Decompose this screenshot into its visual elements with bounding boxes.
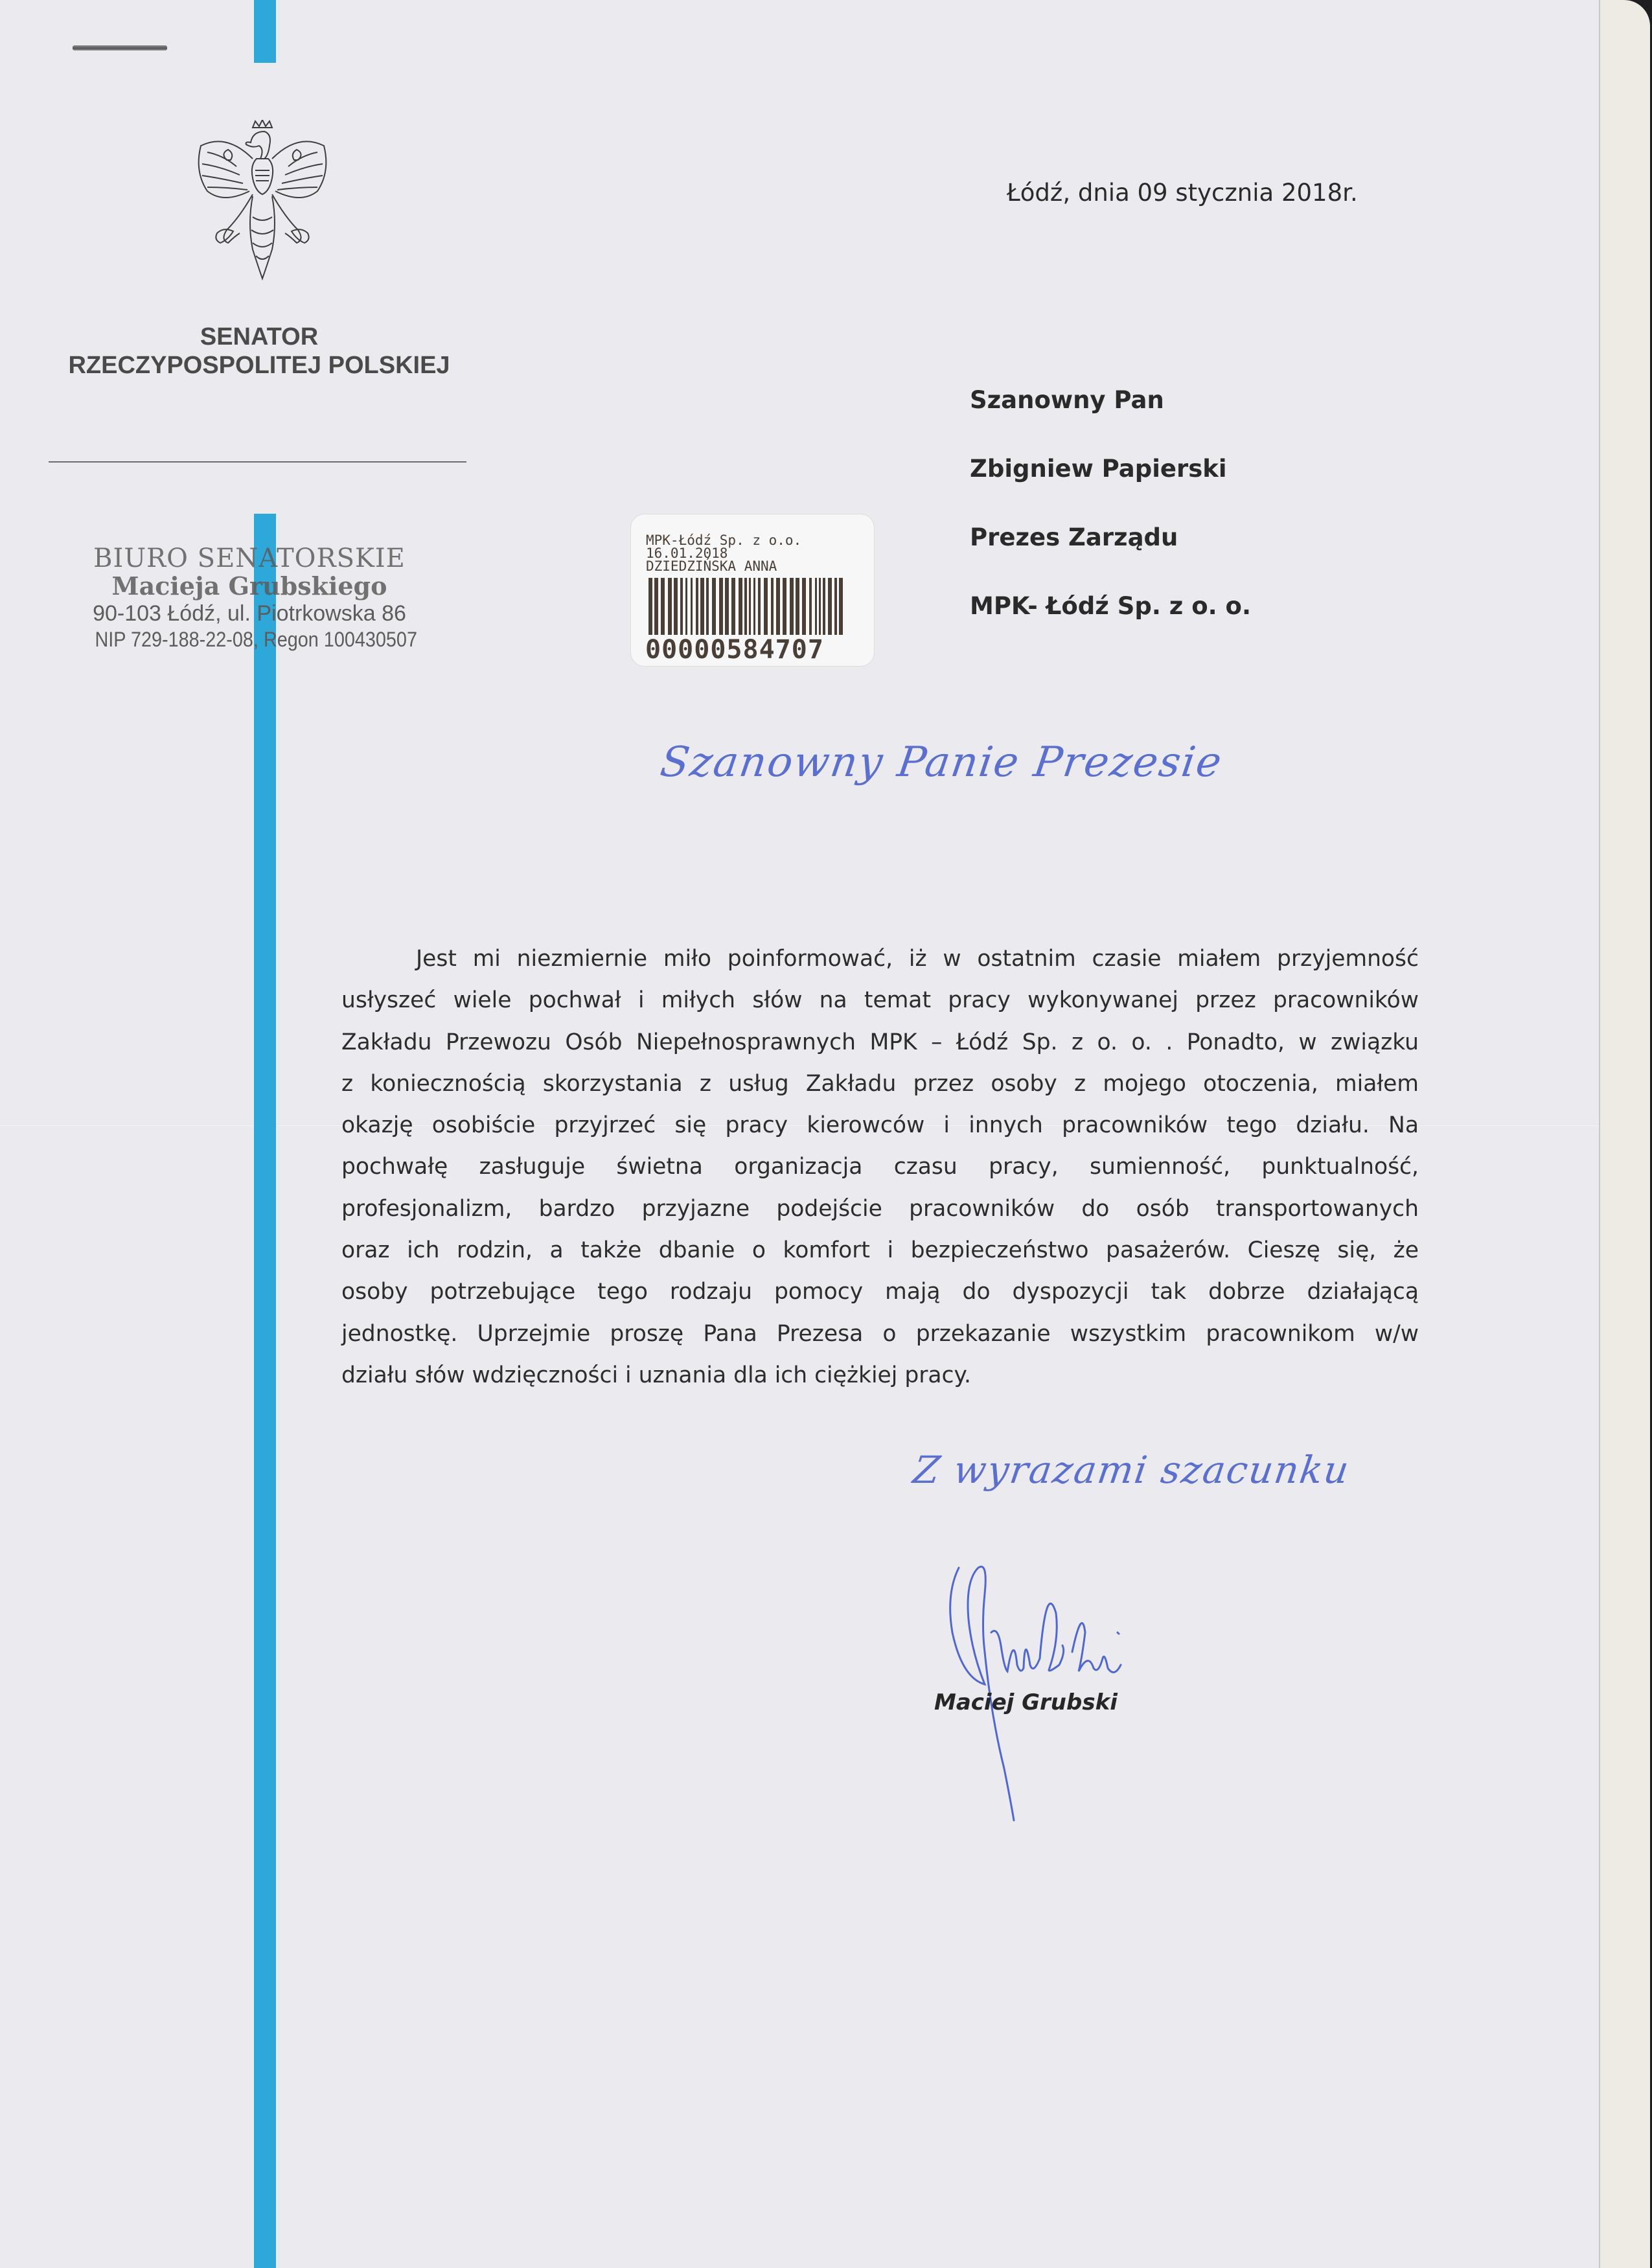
body-line: usłyszeć wiele pochwał i miłych słów na temat pracy wykonywanej przez pracowników xyxy=(341,987,1419,1014)
barcode-bar xyxy=(783,578,786,635)
accent-stripe-main xyxy=(254,514,276,2268)
staple-icon xyxy=(73,45,167,51)
body-line: osoby potrzebujące tego rodzaju pomocy mają do dyspozycji tak dobrze działającą xyxy=(341,1279,1419,1305)
barcode-bar xyxy=(823,578,825,635)
barcode-bar xyxy=(685,578,687,635)
body-line: pochwałę zasługuje świetna organizacja czasu pracy, sumienność, punktualność, xyxy=(341,1154,1419,1180)
barcode-bar xyxy=(819,578,821,635)
label-date: 16.01.2018 xyxy=(646,545,728,561)
barcode-bar xyxy=(834,578,837,635)
barcode-bar xyxy=(753,578,755,635)
barcode-bar xyxy=(802,578,806,635)
barcode-bar xyxy=(771,578,774,635)
stamp-line-tax-ids: NIP 729-188-22-08, Regon 100430507 xyxy=(95,628,417,651)
label-company: MPK-Łódź Sp. z o.o. xyxy=(646,533,802,548)
barcode-bar xyxy=(696,578,698,635)
body-line: Zakładu Przewozu Osób Niepełnosprawnych MPK – Łódź Sp. z o. o. . Ponadto, w związku xyxy=(341,1029,1419,1055)
barcode-bar xyxy=(668,578,672,635)
barcode-bar xyxy=(700,578,704,635)
signer-printed-name: Maciej Grubski xyxy=(934,1690,1118,1715)
barcode-bar xyxy=(731,578,735,635)
office-stamp xyxy=(78,544,421,652)
polish-eagle-icon xyxy=(188,120,337,282)
letter-date: Łódź, dnia 09 stycznia 2018r. xyxy=(1007,179,1358,207)
barcode-bar xyxy=(680,578,683,635)
handwritten-greeting: Szanowny Panie Prezesie xyxy=(657,739,1226,786)
barcode-bar xyxy=(796,578,799,635)
body-line: z koniecznością skorzystania z usług Zakładu przez osoby z mojego otoczenia, miałem xyxy=(341,1070,1419,1097)
barcode-bar xyxy=(744,578,747,635)
barcode-bar xyxy=(654,578,658,635)
barcode-bar xyxy=(712,578,716,635)
barcode-bar xyxy=(790,578,794,635)
addressee-name: Zbigniew Papierski xyxy=(970,455,1227,483)
barcode-bar xyxy=(739,578,742,635)
barcode-bar xyxy=(809,578,812,635)
letterhead-title: SENATOR xyxy=(200,323,319,350)
barcode-bar xyxy=(776,578,780,635)
barcode-bar xyxy=(815,578,817,635)
body-line: okazję osobiście przyjrzeć się pracy kierowców i innych pracowników tego działu. Na xyxy=(341,1112,1419,1139)
stamp-line-owner: Macieja Grubskiego xyxy=(111,571,387,601)
letter-body xyxy=(341,938,1419,1396)
barcode-bar xyxy=(719,578,723,635)
barcode-bar xyxy=(674,578,678,635)
barcode-icon xyxy=(647,578,848,635)
stamp-line-address: 90-103 Łódź, ul. Piotrkowska 86 xyxy=(93,601,406,626)
barcode-bar xyxy=(706,578,709,635)
body-line: oraz ich rodzin, a także dbanie o komfort i bezpieczeństwo pasażerów. Cieszę się, że xyxy=(341,1237,1419,1264)
barcode-bar xyxy=(749,578,751,635)
addressee-company: MPK- Łódź Sp. z o. o. xyxy=(970,592,1252,620)
barcode-bar xyxy=(764,578,768,635)
barcode-bar xyxy=(648,578,652,635)
body-line: działu słów wdzięczności i uznania dla ich ciężkiej pracy. xyxy=(341,1362,971,1388)
label-clerk: DZIEDZIŃSKA ANNA xyxy=(646,558,777,574)
barcode-bar xyxy=(725,578,729,635)
handwritten-closing: Z wyrazami szacunku xyxy=(910,1448,1353,1492)
header-divider xyxy=(49,461,466,463)
scanner-edge xyxy=(1599,0,1650,2268)
barcode-bar xyxy=(828,578,832,635)
addressee-position: Prezes Zarządu xyxy=(970,523,1178,551)
barcode-bar xyxy=(691,578,693,635)
barcode-bar xyxy=(839,578,843,635)
accent-stripe-top xyxy=(254,0,276,63)
barcode-bar xyxy=(758,578,761,635)
body-line: profesjonalizm, bardzo przyjazne podejście pracowników do osób transportowanych xyxy=(341,1195,1419,1222)
barcode-number: 00000584707 xyxy=(645,635,824,665)
receipt-barcode-label xyxy=(630,514,875,667)
addressee-salutation: Szanowny Pan xyxy=(970,386,1164,414)
body-line: jednostkę. Uprzejmie proszę Pana Prezesa o przekazanie wszystkim pracownikom w/w xyxy=(341,1320,1419,1347)
body-line: Jest mi niezmiernie miło poinformować, iż w ostatnim czasie miałem przyjemność xyxy=(416,946,1419,972)
barcode-bar xyxy=(661,578,665,635)
stamp-line-office: BIURO SENATORSKIE xyxy=(93,544,406,573)
letterhead-subtitle: RZECZYPOSPOLITEJ POLSKIEJ xyxy=(68,352,450,379)
